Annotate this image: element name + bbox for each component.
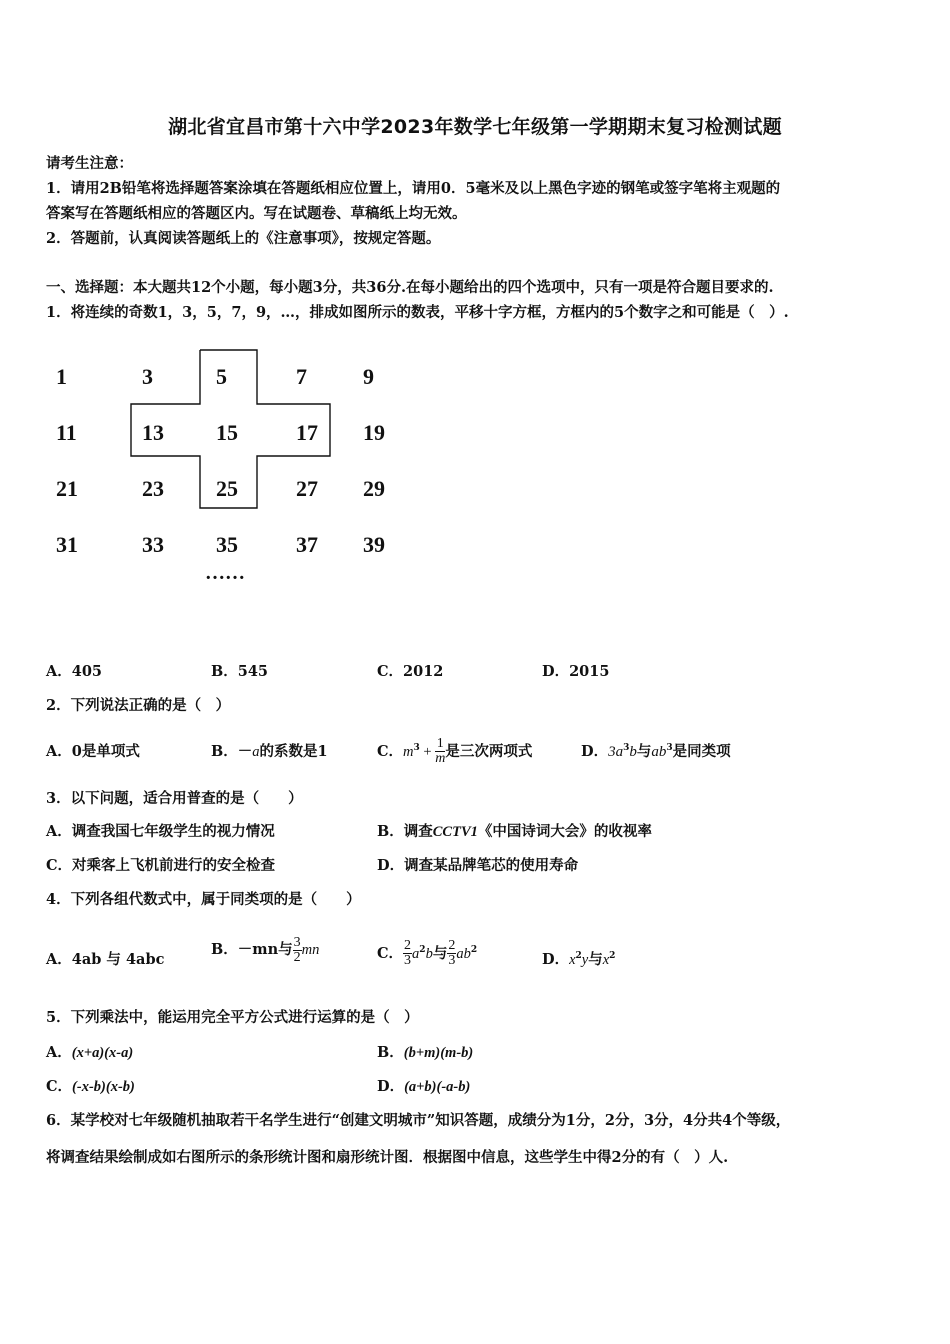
q3-option-d: D．调查某品牌笔芯的使用寿命	[377, 857, 579, 874]
q2-option-c	[377, 730, 532, 770]
q4-b-term: mn	[301, 942, 320, 958]
q4-c-fraction-2	[447, 939, 456, 968]
q3-b-prefix: B．调查	[377, 823, 433, 840]
q2-d-exponent-1: 3	[623, 743, 630, 754]
fraction-numerator: 2	[448, 938, 456, 954]
question-3-stem: 3．以下问题，适合用普查的是（ ）	[46, 790, 303, 807]
q4-d-exponent-2: 2	[609, 951, 616, 962]
q2-c-fraction	[435, 737, 445, 766]
q3-b-channel: CCTV1	[432, 824, 478, 840]
q2-d-prefix: D．	[581, 743, 609, 760]
q2-option-a: A．0是单项式	[46, 743, 140, 760]
q5-b-expression: (b+m)(m-b)	[403, 1045, 474, 1061]
q5-a-expression: (x+a)(x-a)	[71, 1045, 134, 1061]
q5-c-expression: (-x-b)(x-b)	[72, 1079, 135, 1095]
table-cell: 27	[296, 476, 318, 501]
q5-a-prefix: A．	[46, 1044, 72, 1061]
q4-c-prefix: C．	[377, 944, 404, 962]
q2-c-prefix: C．	[377, 742, 404, 760]
q2-c-term: m	[403, 743, 414, 760]
q2-c-suffix: 是三次两项式	[445, 742, 533, 760]
table-cell: 29	[363, 476, 385, 501]
notice-line-3: 2．答题前，认真阅读答题纸上的《注意事项》，按规定答题。	[46, 230, 441, 247]
table-cell: 5	[216, 364, 227, 389]
table-cell: 31	[56, 532, 78, 557]
q2-d-term-1: 3a	[608, 744, 624, 760]
exam-title: 湖北省宜昌市第十六中学2023年数学七年级第一学期期末复习检测试题	[168, 116, 782, 138]
question-5-stem: 5．下列乘法中，能运用完全平方公式进行运算的是（ ）	[46, 1009, 419, 1026]
q5-d-expression: (a+b)(-a-b)	[404, 1079, 471, 1095]
q5-option-a	[46, 1041, 133, 1062]
q2-d-exponent-2: 3	[666, 743, 673, 754]
q4-c-and: 与	[432, 944, 448, 962]
table-cell: 7	[296, 364, 307, 389]
q5-c-prefix: C．	[46, 1078, 73, 1095]
table-cell: 33	[142, 532, 164, 557]
table-cell: 3	[142, 364, 153, 389]
table-cell: 35	[216, 532, 238, 557]
q4-d-term-1: x	[569, 952, 576, 968]
table-cell: 21	[56, 476, 78, 501]
table-cell: 17	[296, 420, 318, 445]
notice-heading: 请考生注意：	[46, 155, 133, 172]
notice-line-2: 答案写在答题纸相应的答题区内。写在试题卷、草稿纸上均无效。	[46, 205, 467, 222]
notice-line-1: 1．请用2B铅笔将选择题答案涂填在答题纸相应位置上，请用0．5毫米及以上黑色字迹的钢笔或签字笔将主观题的	[46, 180, 781, 197]
fraction-numerator: 2	[404, 938, 412, 954]
q4-c-exponent-2: 2	[470, 945, 478, 955]
q4-c-fraction-1	[403, 939, 412, 968]
q4-option-a: A．4ab 与 4abc	[46, 951, 165, 968]
q2-d-and: 与	[636, 743, 652, 760]
q4-d-term-1b: y	[581, 952, 589, 968]
q4-b-prefix: B．－mn与	[211, 941, 293, 958]
fraction-numerator: 3	[293, 934, 301, 950]
q1-option-d: D．2015	[542, 663, 610, 680]
section-1-heading: 一、选择题：本大题共12个小题，每小题3分，共36分.在每小题给出的四个选项中，只有一项是符合题目要求的.	[46, 279, 774, 296]
q5-option-c	[46, 1075, 135, 1096]
fraction-denominator: 3	[448, 953, 456, 969]
table-cell: 15	[216, 420, 238, 445]
q5-option-b	[377, 1041, 473, 1062]
table-cell: 1	[56, 364, 67, 389]
table-cell: 9	[363, 364, 374, 389]
question-2-stem: 2．下列说法正确的是（ ）	[46, 697, 231, 714]
q1-option-a: A．405	[46, 663, 103, 680]
q4-c-term-1: a	[412, 945, 420, 962]
fraction-denominator: 2	[293, 949, 301, 965]
q4-option-c	[377, 930, 477, 974]
q4-d-prefix: D．	[542, 951, 570, 968]
table-cell: 11	[56, 420, 77, 445]
q2-d-term-2: ab	[651, 744, 667, 760]
q5-b-prefix: B．	[377, 1044, 404, 1061]
q3-option-a: A．调查我国七年级学生的视力情况	[46, 823, 275, 840]
q2-d-suffix: 是同类项	[672, 743, 731, 760]
question-1-stem: 1．将连续的奇数1，3，5，7，9，…，排成如图所示的数表，平移十字方框，方框内的5个数字之和可能是（ ）.	[46, 304, 789, 321]
q4-d-exponent-1: 2	[575, 951, 582, 962]
q2-c-plus: +	[419, 743, 436, 760]
q2-d-term-1b: b	[629, 744, 637, 760]
q4-d-and: 与	[588, 951, 603, 968]
q4-c-term-1b: b	[425, 945, 433, 962]
table-cell: 19	[363, 420, 385, 445]
q5-d-prefix: D．	[377, 1078, 405, 1095]
table-cell: 23	[142, 476, 164, 501]
q4-c-term-2: ab	[456, 945, 471, 962]
q4-c-exponent-1: 2	[419, 945, 426, 955]
q3-b-suffix: 《中国诗词大会》的收视率	[477, 823, 652, 840]
q4-b-fraction	[293, 936, 302, 965]
table-ellipsis: ……	[205, 562, 245, 584]
q2-c-exponent: 3	[413, 743, 420, 753]
q1-option-b: B．545	[211, 663, 269, 680]
q2-b-prefix: B．－	[211, 743, 253, 760]
cross-frame	[0, 0, 950, 620]
q4-option-d	[542, 948, 615, 969]
q4-option-b	[211, 930, 319, 970]
q3-option-b	[377, 820, 652, 841]
question-6-line-2: 将调查结果绘制成如右图所示的条形统计图和扇形统计图．根据图中信息，这些学生中得2分的有（ ）人.	[46, 1149, 729, 1166]
fraction-numerator: 1	[436, 736, 444, 752]
q4-d-term-2: x	[602, 952, 610, 968]
q1-option-c: C．2012	[377, 663, 444, 680]
table-cell: 25	[216, 476, 238, 501]
q5-option-d	[377, 1075, 470, 1096]
question-6-line-1: 6．某学校对七年级随机抽取若干名学生进行“创建文明城市”知识答题，成绩分为1分，2分，3分，4分共4个等级，	[46, 1112, 791, 1129]
q2-b-suffix: 的系数是1	[259, 743, 328, 760]
question-4-stem: 4．下列各组代数式中，属于同类项的是（ ）	[46, 891, 361, 908]
fraction-denominator: m	[435, 751, 446, 767]
q3-option-c: C．对乘客上飞机前进行的安全检查	[46, 857, 276, 874]
q2-option-d	[581, 740, 731, 761]
table-cell: 39	[363, 532, 385, 557]
q2-b-variable: a	[252, 744, 260, 760]
fraction-denominator: 3	[404, 953, 412, 969]
table-cell: 37	[296, 532, 318, 557]
table-cell: 13	[142, 420, 164, 445]
q2-option-b	[211, 740, 328, 761]
